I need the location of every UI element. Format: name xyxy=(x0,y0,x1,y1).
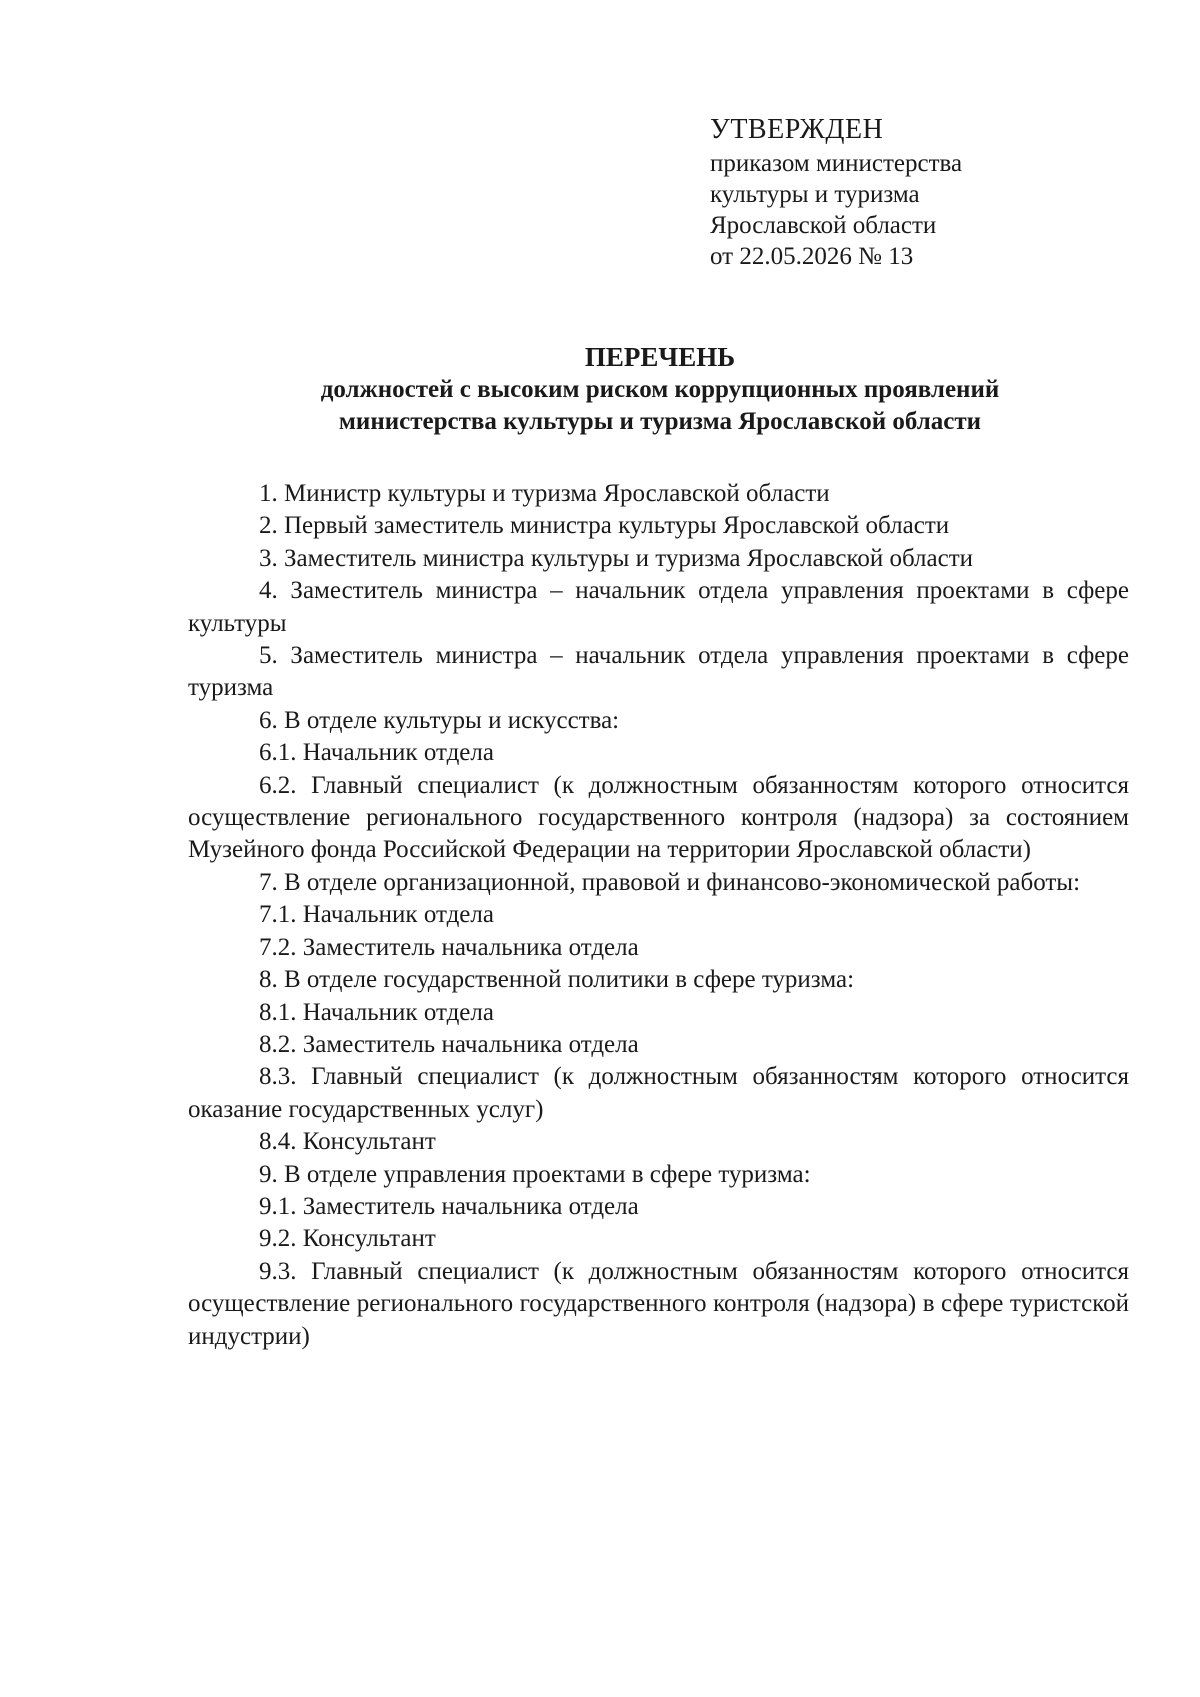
list-item: 1. Министр культуры и туризма Ярославской области xyxy=(259,480,830,507)
list-item: 5. Заместитель министра – начальник отдела управления проектами в сфере туризма xyxy=(188,642,1129,702)
document-subtitle-line: министерства культуры и туризма Ярославской области xyxy=(338,408,982,435)
list-item: 9.3. Главный специалист (к должностным обязанностям которого относится осуществление регионального государственного контроля (надзора) в сфере туристской индустрии) xyxy=(188,1257,1129,1350)
list-item: 7. В отделе организационной, правовой и финансово-экономической работы: xyxy=(259,868,1081,896)
list-item: 6. В отделе культуры и искусства: xyxy=(259,706,620,734)
positions-list xyxy=(188,478,1129,1353)
list-item: 6.2. Главный специалист (к должностным обязанностям которого относится осуществление регионального государственного контроля (надзора) за состоянием Музейного фонда Российской Федерации на территории Ярославской области) xyxy=(188,771,1129,864)
list-item: 7.2. Заместитель начальника отдела xyxy=(259,933,639,961)
list-item: 9.1. Заместитель начальника отдела xyxy=(259,1192,639,1220)
list-item: 4. Заместитель министра – начальник отдела управления проектами в сфере культуры xyxy=(188,577,1129,637)
list-item: 7.1. Начальник отдела xyxy=(259,901,494,929)
list-item: 2. Первый заместитель министра культуры Ярославской области xyxy=(259,512,950,540)
list-item: 3. Заместитель министра культуры и туризма Ярославской области xyxy=(259,544,974,572)
list-item: 8.4. Консультант xyxy=(259,1128,436,1156)
document-subtitle-line: должностей с высоким риском коррупционных проявлений xyxy=(320,376,1000,403)
approval-line: приказом министерства xyxy=(710,150,963,177)
approval-stamp-block xyxy=(710,112,1130,272)
list-item: 9. В отделе управления проектами в сфере туризма: xyxy=(259,1160,811,1188)
approval-date-number: от 22.05.2026 № 13 xyxy=(710,243,914,270)
list-item: 8. В отделе государственной политики в сфере туризма: xyxy=(259,966,855,994)
list-item: 8.1. Начальник отдела xyxy=(259,998,494,1026)
approval-line: Ярославской области xyxy=(710,212,937,239)
document-title-block xyxy=(150,340,1170,438)
list-item: 6.1. Начальник отдела xyxy=(259,739,494,767)
document-title: ПЕРЕЧЕНЬ xyxy=(584,342,736,372)
list-item: 8.3. Главный специалист (к должностным обязанностям которого относится оказание государственных услуг) xyxy=(188,1063,1129,1123)
list-item: 8.2. Заместитель начальника отдела xyxy=(259,1030,639,1058)
approval-heading: УТВЕРЖДЕН xyxy=(710,114,884,145)
list-item: 9.2. Консультант xyxy=(259,1225,436,1253)
approval-line: культуры и туризма xyxy=(710,181,920,208)
